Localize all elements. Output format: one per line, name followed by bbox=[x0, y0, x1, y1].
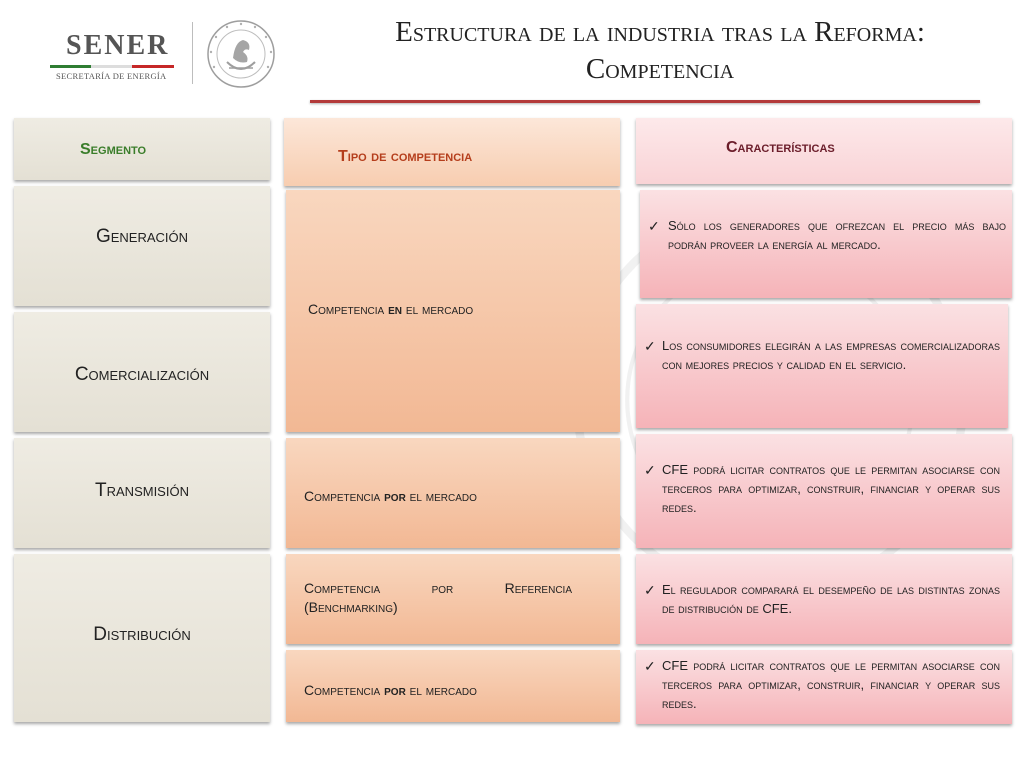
segment-label: Distribución bbox=[93, 624, 191, 645]
segment-header-cell bbox=[14, 118, 270, 180]
tipo-column-header: Tipo de competencia bbox=[338, 148, 473, 165]
sener-logo-word: SENER bbox=[66, 30, 170, 61]
car-cell-3 bbox=[636, 434, 1012, 548]
tipo-label: Competencia por el mercado bbox=[304, 488, 477, 504]
segment-label: Transmisión bbox=[95, 480, 189, 501]
car-cell-4 bbox=[636, 554, 1012, 644]
tipo-cell-en-mercado bbox=[286, 190, 620, 432]
title-line-1: Estructura de la industria tras la Reforma: bbox=[395, 16, 925, 48]
car-cell-2 bbox=[636, 304, 1008, 428]
title-underline bbox=[310, 100, 980, 103]
car-cell-1 bbox=[640, 190, 1012, 298]
tipo-header-cell bbox=[284, 118, 620, 186]
segment-cell-comercializacion bbox=[14, 312, 270, 432]
segment-cell-distribucion bbox=[14, 554, 270, 722]
tipo-cell-por-mercado bbox=[286, 438, 620, 548]
segment-cell-generacion bbox=[14, 186, 270, 306]
tipo-cell-por-mercado-2 bbox=[286, 650, 620, 722]
sener-logo-subtitle: SECRETARÍA DE ENERGÍA bbox=[56, 71, 167, 81]
car-text: CFE podrá licitar contratos que le permitan asociarse con terceros para optimizar, construir, financiar y operar sus redes. bbox=[662, 462, 1000, 515]
car-text: CFE podrá licitar contratos que le permitan asociarse con terceros para optimizar, construir, financiar y operar sus redes. bbox=[662, 658, 1000, 711]
car-cell-5 bbox=[636, 650, 1012, 724]
tipo-label: Competencia en el mercado bbox=[308, 301, 474, 317]
mexico-seal-icon bbox=[205, 18, 277, 90]
car-column-header: Características bbox=[726, 139, 835, 156]
check-icon: ✓ bbox=[644, 462, 656, 478]
car-text: El regulador comparará el desempeño de las distintas zonas de distribución de CFE. bbox=[662, 582, 1000, 616]
check-icon: ✓ bbox=[648, 218, 660, 234]
segment-label: Comercialización bbox=[74, 364, 210, 385]
title-line-2: Competencia bbox=[585, 53, 735, 85]
car-text: Sólo los generadores que ofrezcan el precio más bajo podrán proveer la energía al mercado. bbox=[668, 218, 1006, 252]
car-header-cell bbox=[636, 118, 1012, 184]
segment-label: Generación bbox=[95, 226, 189, 247]
logo-divider bbox=[192, 22, 193, 84]
sener-logo bbox=[48, 30, 178, 82]
page-title bbox=[300, 14, 1020, 88]
check-icon: ✓ bbox=[644, 582, 656, 598]
tipo-label: Competencia por el mercado bbox=[304, 682, 477, 698]
car-text: Los consumidores elegirán a las empresas comercializadoras con mejores precios y calidad en el servicio. bbox=[662, 338, 1000, 372]
segment-column-header: Segmento bbox=[80, 141, 147, 158]
tipo-cell-benchmarking bbox=[286, 554, 620, 644]
tipo-label: Competencia por Referencia (Benchmarking) bbox=[304, 580, 572, 615]
segment-cell-transmision bbox=[14, 438, 270, 548]
check-icon: ✓ bbox=[644, 658, 656, 674]
sener-logo-bar bbox=[50, 65, 174, 68]
check-icon: ✓ bbox=[644, 338, 656, 354]
